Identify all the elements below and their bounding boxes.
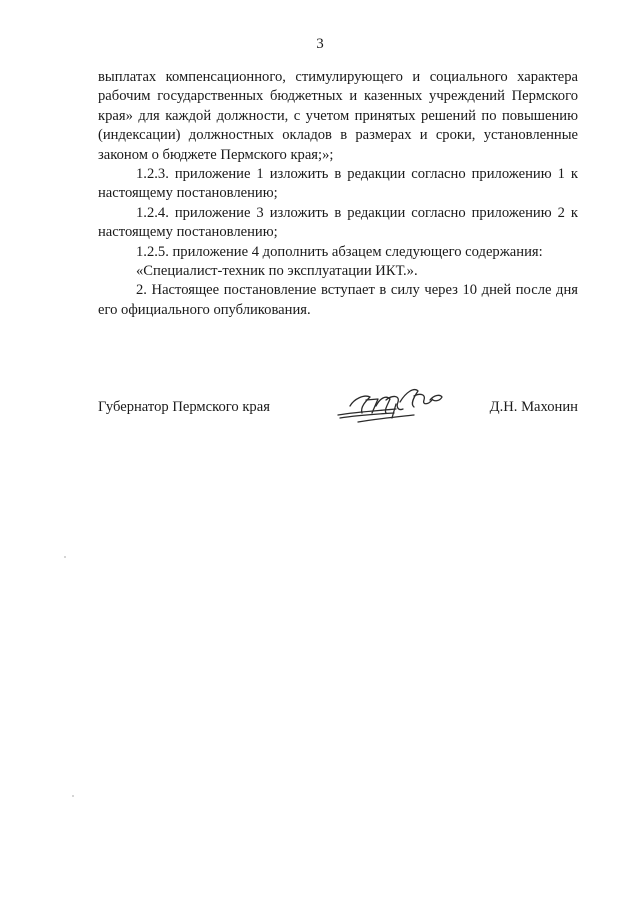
- document-body: [98, 68, 578, 320]
- signatory-name: Д.Н. Махонин: [489, 399, 578, 415]
- scan-speck: [64, 556, 66, 558]
- scan-speck: [72, 795, 74, 797]
- paragraph-item-1-2-3: 1.2.3. приложение 1 изложить в редакции согласно приложению 1 к настоящему постановлению;: [98, 166, 578, 202]
- paragraph-quote: «Специалист-техник по эксплуатации ИКТ.».: [136, 263, 418, 280]
- signatory-position: Губернатор Пермского края: [98, 399, 270, 415]
- signature-block: [98, 382, 578, 432]
- handwritten-signature: [336, 382, 448, 424]
- paragraph-item-2: 2. Настоящее постановление вступает в силу через 10 дней после дня его официального опубликования.: [98, 282, 578, 318]
- page-number: 3: [316, 36, 324, 52]
- paragraph-item-1-2-5: 1.2.5. приложение 4 дополнить абзацем следующего содержания:: [136, 243, 543, 260]
- paragraph-item-1-2-4: 1.2.4. приложение 3 изложить в редакции согласно приложению 2 к настоящему постановлению;: [98, 204, 578, 241]
- paragraph-continuation: выплатах компенсационного, стимулирующего и социального характера рабочим государственных бюджетных и казенных учреждений Пермского края» для каждой должности, с учетом принятых решений по повышению (индексации) должностных окладов в размерах и сроки, установленные законом о бюджете Пермского края;»;: [98, 69, 578, 163]
